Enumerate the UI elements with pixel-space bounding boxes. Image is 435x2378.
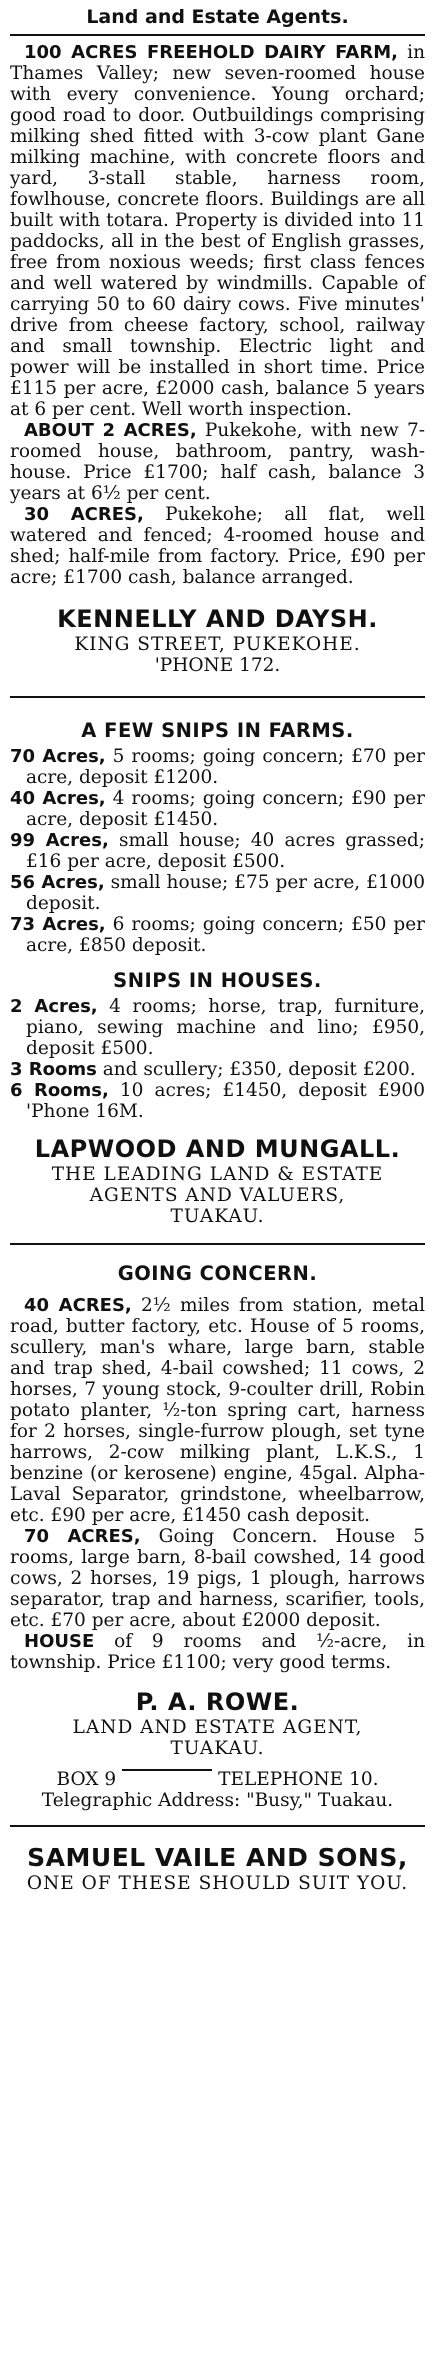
firm-tagline: THE LEADING LAND & ESTATE AGENTS AND VALUERS,: [51, 1164, 384, 1206]
farm-listing: [10, 746, 425, 788]
farm-listing: [10, 788, 425, 830]
listing-100-acres: [10, 42, 425, 420]
listing-body: 6 rooms; going concern; £50 per acre, £850 deposit.: [26, 914, 425, 956]
house-listing: [10, 1080, 425, 1122]
ad-p-a-rowe: [10, 1259, 425, 1811]
box-number: BOX 9: [56, 1769, 117, 1790]
listing-body: 5 rooms; going concern; £70 per acre, deposit £1200.: [26, 746, 425, 788]
listing-body: Going Concern. House 5 rooms, large barn, 8-bail cowshed, 14 good cows, 2 horses, 19 pigs, 1 plough, harrows separator, trap and harness, scarifier, tools, etc. £70 per acre, about £2000 deposit.: [10, 1526, 426, 1631]
listing-body: 4 rooms; going concern; £90 per acre, deposit £1450.: [26, 788, 425, 830]
ad-separator: [10, 696, 425, 698]
listing-lead: 56 Acres,: [10, 872, 105, 893]
farm-listing: [10, 914, 425, 956]
ad-separator: [10, 1825, 425, 1827]
listing-lead: 70 Acres,: [10, 746, 106, 767]
listing-lead: 40 ACRES,: [24, 1295, 132, 1316]
firm-title: LAND AND ESTATE AGENT,: [72, 1717, 363, 1738]
listing-lead: 73 Acres,: [10, 914, 106, 935]
listing-lead: 2 Acres,: [10, 996, 98, 1017]
listing-lead: 6 Rooms,: [10, 1080, 109, 1101]
firm-name: P. A. ROWE.: [135, 1688, 300, 1716]
listing-body: 2½ miles from station, metal road, butter factory, etc. House of 5 rooms, scullery, man's whare, large barn, stable and trap shed, 4-bail cowshed; 11 cows, 2 horses, 7 young stock, 9-coulter drill, Robin potato planter, ½-ton spring cart, harness for 2 horses, single-furrow plough, set tyne harrows, 2-cow milking plant, L.K.S., 1 benzine (or kerosene) engine, 45gal. Alpha-Laval Separator, grindstone, wheelbarrow, etc. £90 per acre, £1450 cash deposit.: [10, 1295, 425, 1526]
listing-lead: ABOUT 2 ACRES,: [24, 420, 197, 441]
listing-body: 10 acres; £1450, deposit £900 'Phone 16M.: [26, 1080, 425, 1122]
houses-heading: SNIPS IN HOUSES.: [113, 969, 322, 992]
firm-tagline: ONE OF THESE SHOULD SUIT YOU.: [26, 1873, 409, 1894]
ad-separator: [10, 1243, 425, 1245]
listing-lead: 99 Acres,: [10, 830, 109, 851]
firm-phone: 'PHONE 172.: [154, 655, 281, 676]
listing-body: small house; £75 per acre, £1000 deposit.: [26, 872, 425, 914]
farm-listing: [10, 872, 425, 914]
listing-body: in Thames Valley; new seven-roomed house with every convenience. Young orchard; good road to door. Outbuildings comprising milking shed fitted with 3-cow plant Gane milking machine, with concrete floors and yard, 3-stall stable, harness room, fowlhouse, concrete floors. Buildings are all built with totara. Property is divided into 11 paddocks, all in the best of English grasses, free from noxious weeds; first class fences and well watered by windmills. Capable of carrying 50 to 60 dairy cows. Five minutes' drive from cheese factory, school, railway and small township. Electric light and power will be installed in short time. Price £115 per acre, £2000 cash, balance 5 years at 6 per cent. Well worth inspection.: [10, 42, 425, 420]
listing-30-acres: [10, 504, 425, 588]
telephone-number: TELEPHONE 10.: [218, 1769, 379, 1790]
listing-body: small house; 40 acres grassed; £16 per acre, deposit £500.: [26, 830, 425, 872]
listing-body: of 9 rooms and ½-acre, in township. Price £1100; very good terms.: [10, 1631, 425, 1673]
listing-body: Pukekohe, with new 7-roomed house, bathroom, pantry, wash-house. Price £1700; half cash, balance 3 years at 6½ per cent.: [10, 420, 425, 504]
heading-rule: [10, 34, 425, 36]
firm-name: SAMUEL VAILE AND SONS,: [27, 1843, 408, 1872]
listing-body: Pukekohe; all flat, well watered and fenced; 4-roomed house and shed; half-mile from factory. Price, £90 per acre; £1700 cash, balance arranged.: [10, 504, 426, 588]
going-concern-heading: GOING CONCERN.: [117, 1262, 318, 1285]
dash-rule: [122, 1769, 212, 1790]
listing-body: 4 rooms; horse, trap, furniture, piano, sewing machine and lino; £950, deposit £500.: [26, 996, 425, 1059]
farm-listing: [10, 830, 425, 872]
farms-heading: A FEW SNIPS IN FARMS.: [81, 719, 354, 742]
ad-lapwood-mungall: [10, 716, 425, 1227]
firm-name: LAPWOOD AND MUNGALL.: [34, 1135, 401, 1163]
listing-lead: 70 ACRES,: [24, 1526, 141, 1547]
ad-kennelly-daysh: [10, 42, 425, 676]
house-listing: [10, 996, 425, 1059]
box-telephone-line: [10, 1769, 425, 1790]
telegraphic-address: Telegraphic Address: "Busy," Tuakau.: [41, 1790, 394, 1811]
firm-address: KING STREET, PUKEKOHE.: [74, 634, 361, 655]
column-heading: Land and Estate Agents.: [86, 6, 349, 28]
firm-town: TUAKAU.: [170, 1738, 265, 1759]
firm-town: TUAKAU.: [170, 1206, 265, 1227]
listing-lead: 40 Acres,: [10, 788, 106, 809]
listing-lead: 30 ACRES,: [24, 504, 144, 525]
listing-2-acres: [10, 420, 425, 504]
listing-lead: 100 ACRES FREEHOLD DAIRY FARM,: [24, 42, 398, 63]
listing-lead: 3 Rooms: [10, 1059, 97, 1080]
listing-house: [10, 1631, 425, 1673]
house-listing: [10, 1059, 425, 1080]
listing-70-acres: [10, 1526, 425, 1631]
listing-40-acres: [10, 1295, 425, 1526]
listing-lead: HOUSE: [24, 1631, 95, 1652]
ad-samuel-vaile: [10, 1843, 425, 1894]
firm-name: KENNELLY AND DAYSH.: [57, 605, 378, 633]
listing-body: and scullery; £350, deposit £200.: [96, 1059, 416, 1080]
